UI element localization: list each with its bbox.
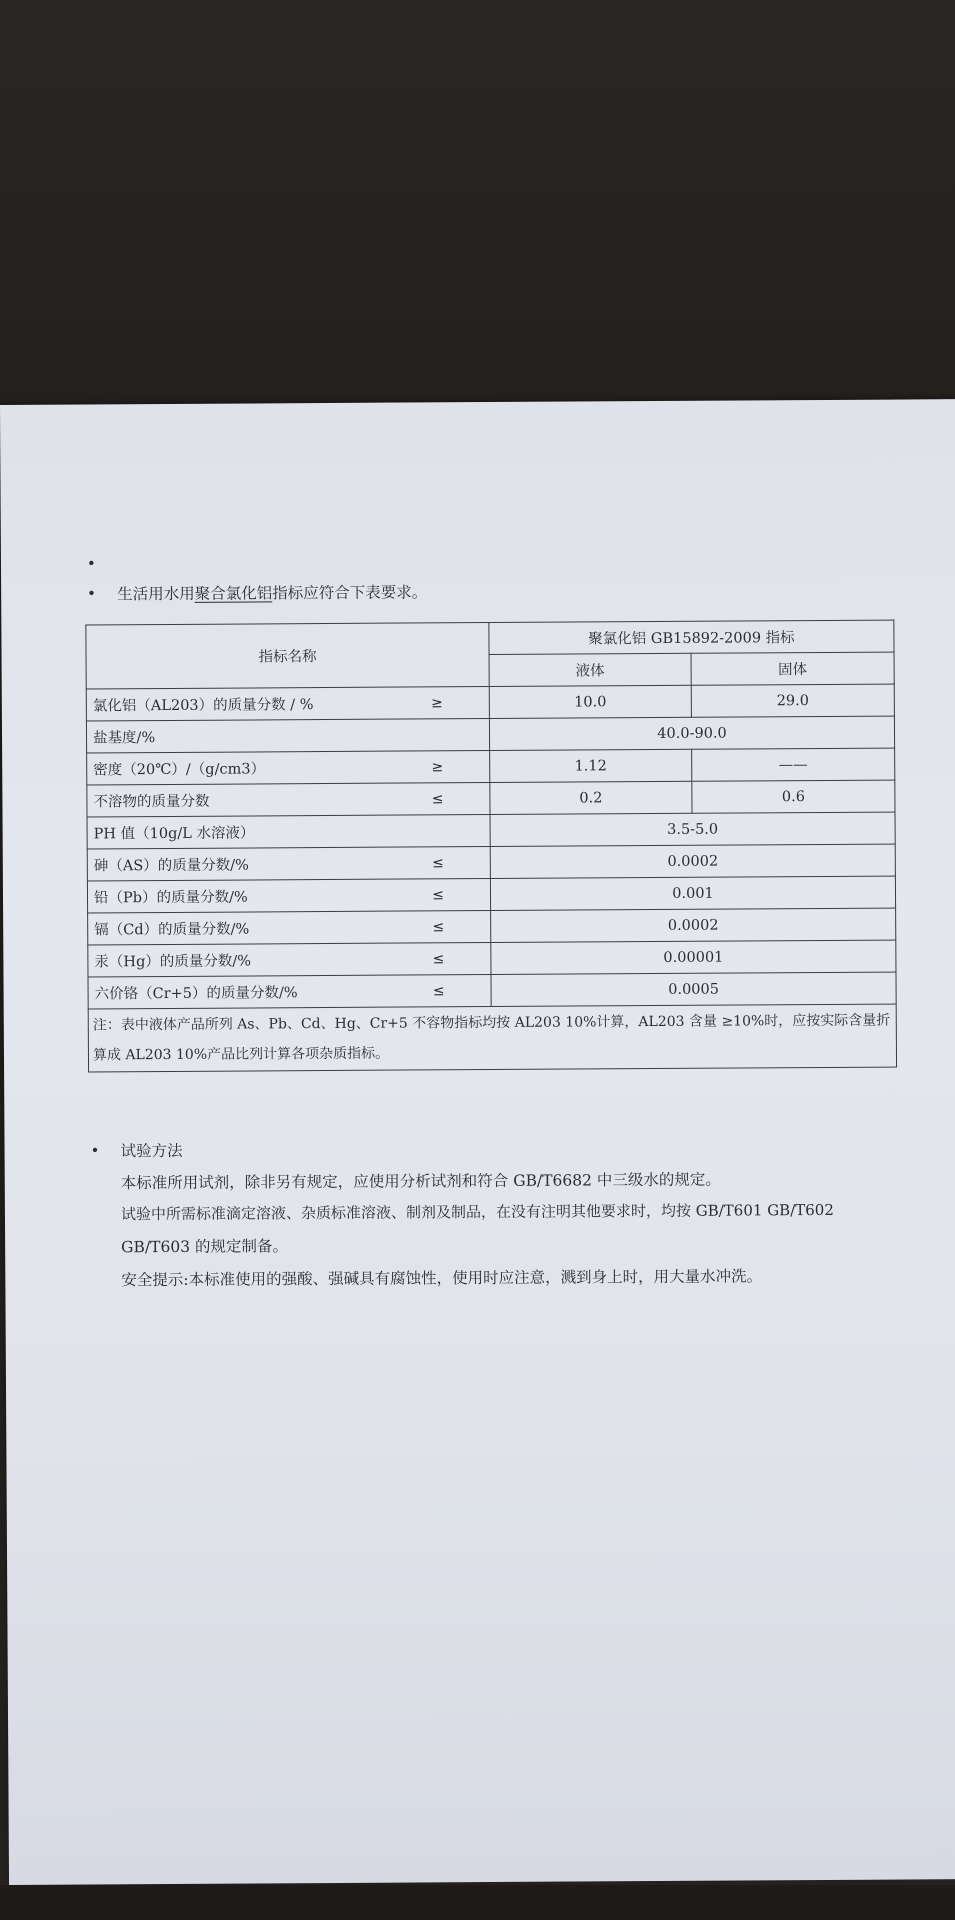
table-row <box>87 844 895 881</box>
row-liquid: 1.12 <box>490 749 692 782</box>
test-method-p2-line2: GB/T603 的规定制备。 <box>121 1237 289 1257</box>
row-name: 汞（Hg）的质量分数/% <box>94 953 252 971</box>
intro-text <box>117 580 427 604</box>
intro-text-underlined: 聚合氯化铝 <box>194 584 273 603</box>
row-merged: 40.0-90.0 <box>489 716 894 750</box>
row-solid: 29.0 <box>691 684 894 717</box>
row-name: 氯化铝（AL203）的质量分数 / % <box>92 697 314 715</box>
table-note: 注：表中液体产品所列 As、Pb、Cd、Hg、Cr+5 不容物指标均按 AL203 10%计算，AL203 含量 ≥10%时，应按实际含量折算成 AL203 10%产品比列计算各项杂质指标。 <box>88 1004 896 1072</box>
row-name: 砷（AS）的质量分数/% <box>93 857 249 875</box>
row-merged: 0.0005 <box>491 972 896 1006</box>
background-surface <box>0 1885 955 1920</box>
table-row <box>88 940 896 977</box>
document-page <box>0 399 955 1885</box>
header-solid: 固体 <box>691 652 894 685</box>
header-name: 指标名称 <box>86 623 489 689</box>
row-name: 镉（Cd）的质量分数/% <box>94 921 250 939</box>
row-name: PH 值（10g/L 水溶液） <box>93 825 255 843</box>
row-name: 不溶物的质量分数 <box>93 793 210 811</box>
row-symbol: ≤ <box>432 982 445 999</box>
row-symbol: ≤ <box>432 886 445 903</box>
table-row <box>87 748 895 785</box>
row-symbol: ≤ <box>432 854 444 871</box>
row-symbol: ≤ <box>432 950 445 967</box>
row-merged: 0.00001 <box>491 940 896 974</box>
empty-bullet: • <box>86 554 96 573</box>
intro-text-suffix: 指标应符合下表要求。 <box>272 583 428 603</box>
row-name: 盐基度/% <box>92 730 156 747</box>
test-method-p3: 安全提示:本标准使用的强酸、强碱具有腐蚀性，使用时应注意，溅到身上时，用大量水冲洗。 <box>121 1267 763 1290</box>
row-liquid: 0.2 <box>490 781 692 814</box>
table-row <box>87 876 895 913</box>
row-merged: 0.001 <box>490 876 895 910</box>
row-solid: 0.6 <box>692 780 895 813</box>
intro-text-prefix: 生活用水用 <box>117 584 195 604</box>
table-row <box>86 716 894 753</box>
spec-table <box>85 620 897 1073</box>
row-symbol: ≥ <box>431 758 444 775</box>
row-name: 铅（Pb）的质量分数/% <box>93 889 248 907</box>
row-liquid: 10.0 <box>489 685 691 718</box>
row-name: 密度（20℃）/（g/cm3） <box>93 761 266 779</box>
test-method-heading: 试验方法 <box>120 1141 183 1161</box>
table-row <box>86 684 894 721</box>
row-symbol: ≤ <box>431 790 444 807</box>
test-method-p1: 本标准所用试剂，除非另有规定，应使用分析试剂和符合 GB/T6682 中三级水的规定。 <box>120 1170 721 1193</box>
table-row <box>88 908 896 945</box>
test-method-bullet: • <box>90 1141 100 1160</box>
row-merged: 3.5-5.0 <box>490 812 895 846</box>
header-standard: 聚氯化铝 GB15892-2009 指标 <box>489 620 894 654</box>
table-row <box>88 972 896 1009</box>
row-name: 六价铬（Cr+5）的质量分数/% <box>94 985 298 1003</box>
table-row <box>87 780 895 817</box>
table-row <box>87 812 895 849</box>
test-method-p2-line1: 试验中所需标准滴定溶液、杂质标准溶液、制剂及制品，在没有注明其他要求时，均按 GB/T601 GB/T602 <box>120 1200 834 1224</box>
row-merged: 0.0002 <box>490 844 895 878</box>
header-liquid: 液体 <box>489 653 691 686</box>
row-symbol: ≥ <box>431 694 443 711</box>
row-solid: —— <box>692 748 895 781</box>
table-note-row <box>88 1004 896 1072</box>
row-merged: 0.0002 <box>491 908 896 942</box>
row-symbol: ≤ <box>432 918 445 935</box>
intro-bullet: • <box>87 584 97 603</box>
